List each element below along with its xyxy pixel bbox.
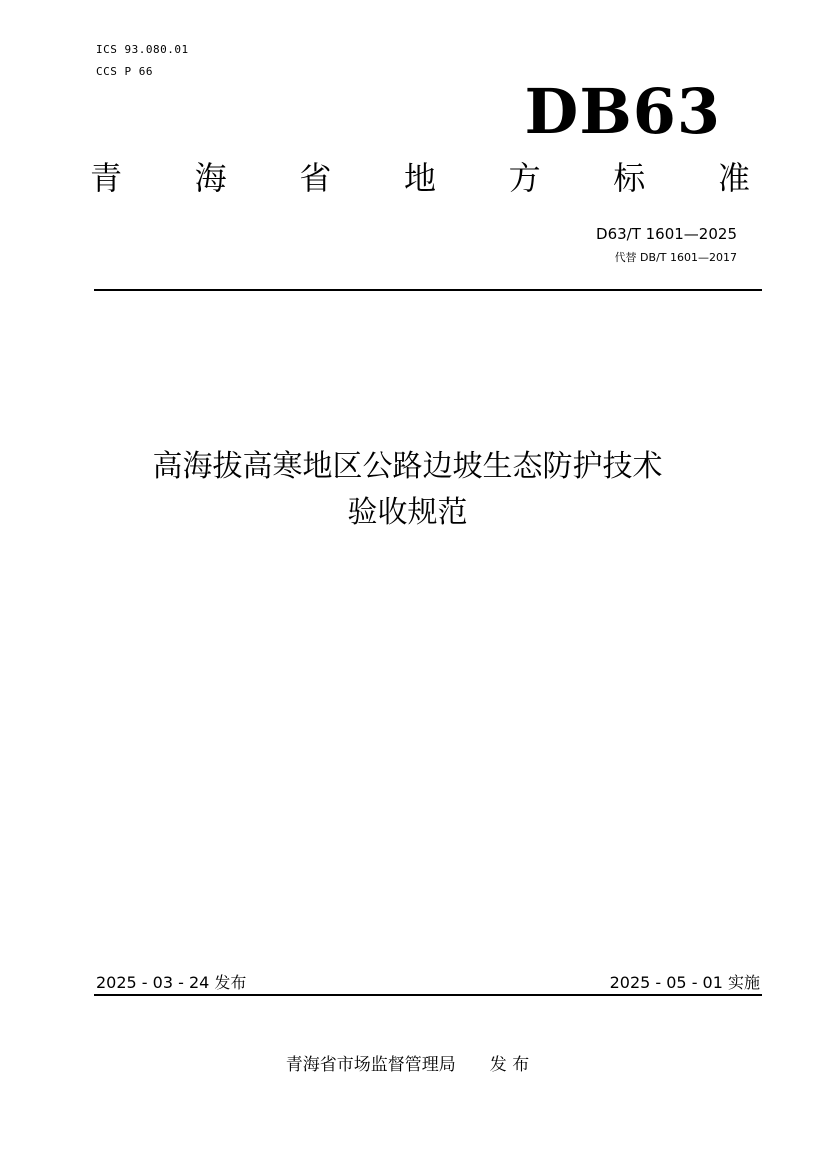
- standard-type-char: 地: [403, 159, 436, 197]
- top-divider: [94, 289, 762, 291]
- replaces-standard: 代替 DB/T 1601—2017: [614, 251, 737, 264]
- date-row: [96, 972, 760, 994]
- issuer-line: [0, 1053, 815, 1077]
- standard-type-heading: [90, 158, 750, 198]
- ics-code: ICS 93.080.01: [96, 43, 189, 56]
- standard-type-char: 标: [613, 159, 646, 197]
- standard-type-char: 准: [717, 159, 750, 197]
- bottom-divider: [94, 994, 762, 996]
- standard-mark: DB63: [524, 75, 721, 148]
- standard-type-char: 海: [194, 159, 227, 197]
- ccs-code: CCS P 66: [96, 65, 153, 78]
- standard-type-char: 方: [508, 159, 541, 197]
- effective-date: 2025 - 05 - 01 实施: [609, 973, 760, 992]
- title-line-1: 高海拔高寒地区公路边坡生态防护技术: [152, 449, 663, 484]
- standard-number: D63/T 1601—2025: [596, 225, 737, 243]
- document-title: [0, 444, 815, 536]
- standard-type-char: 省: [299, 159, 332, 197]
- publish-date: 2025 - 03 - 24 发布: [96, 973, 247, 992]
- standard-type-char: 青: [90, 159, 123, 197]
- title-line-2: 验收规范: [347, 495, 468, 530]
- issuer-action: 发 布: [489, 1055, 530, 1075]
- issuer-name: 青海省市场监督管理局: [285, 1055, 456, 1075]
